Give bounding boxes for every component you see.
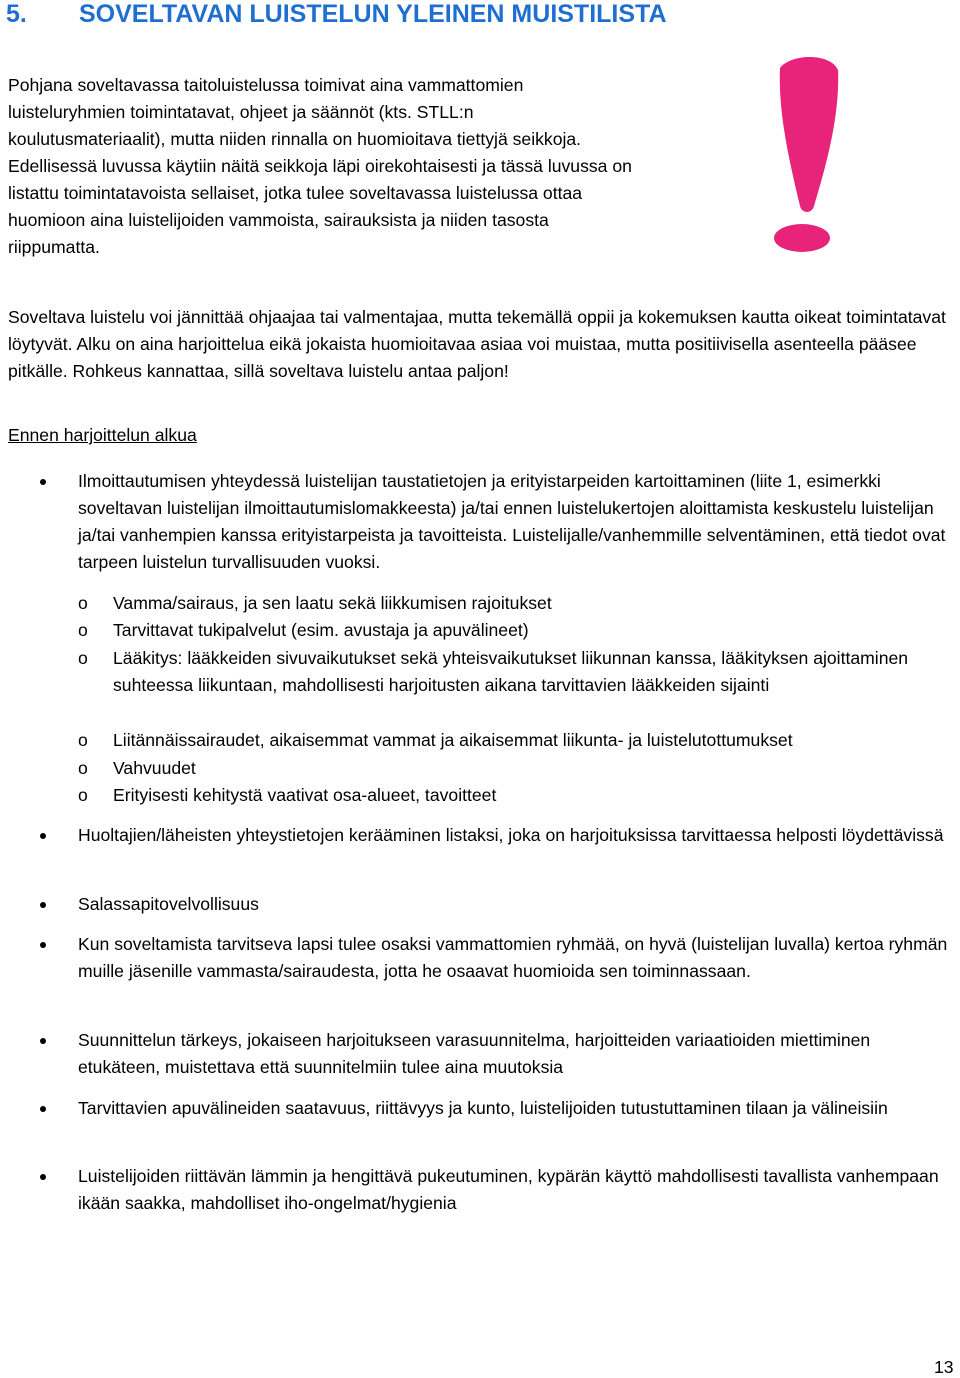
circle-bullet-icon: o (78, 730, 88, 750)
section-number: 5. (6, 0, 27, 28)
bullet-icon (40, 1106, 46, 1112)
page-number: 13 (934, 1357, 954, 1377)
section-heading (6, 0, 667, 30)
bullet-icon (40, 479, 46, 485)
list-item-text: Suunnittelun tärkeys, jokaiseen harjoitukseen varasuunnitelma, harjoitteiden variaatioiden miettiminen etukäteen, muistettava että suunnitelmiin tulee aina muutoksia (78, 1030, 871, 1077)
exclamation-mark-icon (768, 56, 840, 254)
sub-list-item-text: Liitännäissairaudet, aikaisemmat vammat ja aikaisemmat liikunta- ja luistelutottumukset (113, 730, 793, 750)
circle-bullet-icon: o (78, 648, 88, 668)
list-item-text: Luistelijoiden riittävän lämmin ja hengittävä pukeutuminen, kypärän käyttö mahdollisesti tavallista vanhempaan ikään saakka, mahdolliset iho-ongelmat/hygienia (78, 1166, 939, 1213)
exclamation-stroke (780, 57, 838, 212)
circle-bullet-icon: o (78, 758, 88, 778)
list-item-text: Ilmoittautumisen yhteydessä luistelijan taustatietojen ja erityistarpeiden kartoittaminen (liite 1, esimerkki soveltavan luistelijan ilmoittautumislomakkeesta) ja/tai ennen luistelukertojen aloittamista keskustelu luistelijan ja/tai vanhempien kanssa erityistarpeista ja tavoitteista. Luistelijalle/vanhemmille selventäminen, että tiedot ovat tarpeen luistelun turvallisuuden vuoksi. (78, 471, 946, 572)
section-title: SOVELTAVAN LUISTELUN YLEINEN MUISTILISTA (79, 0, 667, 28)
circle-bullet-icon: o (78, 620, 88, 640)
sub-list-item-text: Lääkitys: lääkkeiden sivuvaikutukset sekä yhteisvaikutukset liikunnan kanssa, lääkityksen ajoittaminen suhteessa liikuntaan, mahdollisesti harjoitusten aikana tarvittavien lääkkeiden sijainti (113, 648, 909, 695)
bullet-icon (40, 1174, 46, 1180)
encouragement-paragraph: Soveltava luistelu voi jännittää ohjaajaa tai valmentajaa, mutta tekemällä oppii ja kokemuksen kautta oikeat toimintatavat löytyvät. Alku on aina harjoittelua eikä jokaista huomioitavaa asiaa voi muistaa, mutta positiivisella asenteella pääsee pitkälle. Rohkeus kannattaa, sillä soveltava luistelu antaa paljon! (8, 307, 946, 381)
sub-list-item-text: Tarvittavat tukipalvelut (esim. avustaja ja apuvälineet) (113, 620, 529, 640)
list-item-text: Huoltajien/läheisten yhteystietojen kerääminen listaksi, joka on harjoituksissa tarvittaessa helposti löydettävissä (78, 825, 944, 845)
circle-bullet-icon: o (78, 593, 88, 613)
list-item-text: Kun soveltamista tarvitseva lapsi tulee osaksi vammattomien ryhmää, on hyvä (luistelijan luvalla) kertoa ryhmän muille jäsenille vammasta/sairaudesta, jotta he osaavat huomioida sen toiminnassaan. (78, 934, 948, 981)
bullet-icon (40, 902, 46, 908)
bullet-icon (40, 1038, 46, 1044)
bullet-icon (40, 833, 46, 839)
intro-paragraph: Pohjana soveltavassa taitoluistelussa toimivat aina vammattomien luisteluryhmien toimintatavat, ohjeet ja säännöt (kts. STLL:n koulutusmateriaalit), mutta niiden rinnalla on huomioitava tiettyjä seikkoja. Edellisessä luvussa käytiin näitä seikkoja läpi oirekohtaisesti ja tässä luvussa on listattu toimintatavoista sellaiset, jotka tulee soveltavassa luistelussa ottaa huomioon aina luistelijoiden vammoista, sairauksista ja niiden tasosta riippumatta. (8, 75, 632, 257)
exclamation-dot (774, 224, 830, 252)
sub-list-item-text: Vamma/sairaus, ja sen laatu sekä liikkumisen rajoitukset (113, 593, 552, 613)
sub-list-item-text: Vahvuudet (113, 758, 196, 778)
subheading-before-practice: Ennen harjoittelun alkua (8, 425, 197, 445)
list-item-text: Tarvittavien apuvälineiden saatavuus, riittävyys ja kunto, luistelijoiden tutustuttaminen tilaan ja välineisiin (78, 1098, 888, 1118)
sub-list-item-text: Erityisesti kehitystä vaativat osa-alueet, tavoitteet (113, 785, 497, 805)
circle-bullet-icon: o (78, 785, 88, 805)
bullet-icon (40, 942, 46, 948)
list-item-text: Salassapitovelvollisuus (78, 894, 259, 914)
